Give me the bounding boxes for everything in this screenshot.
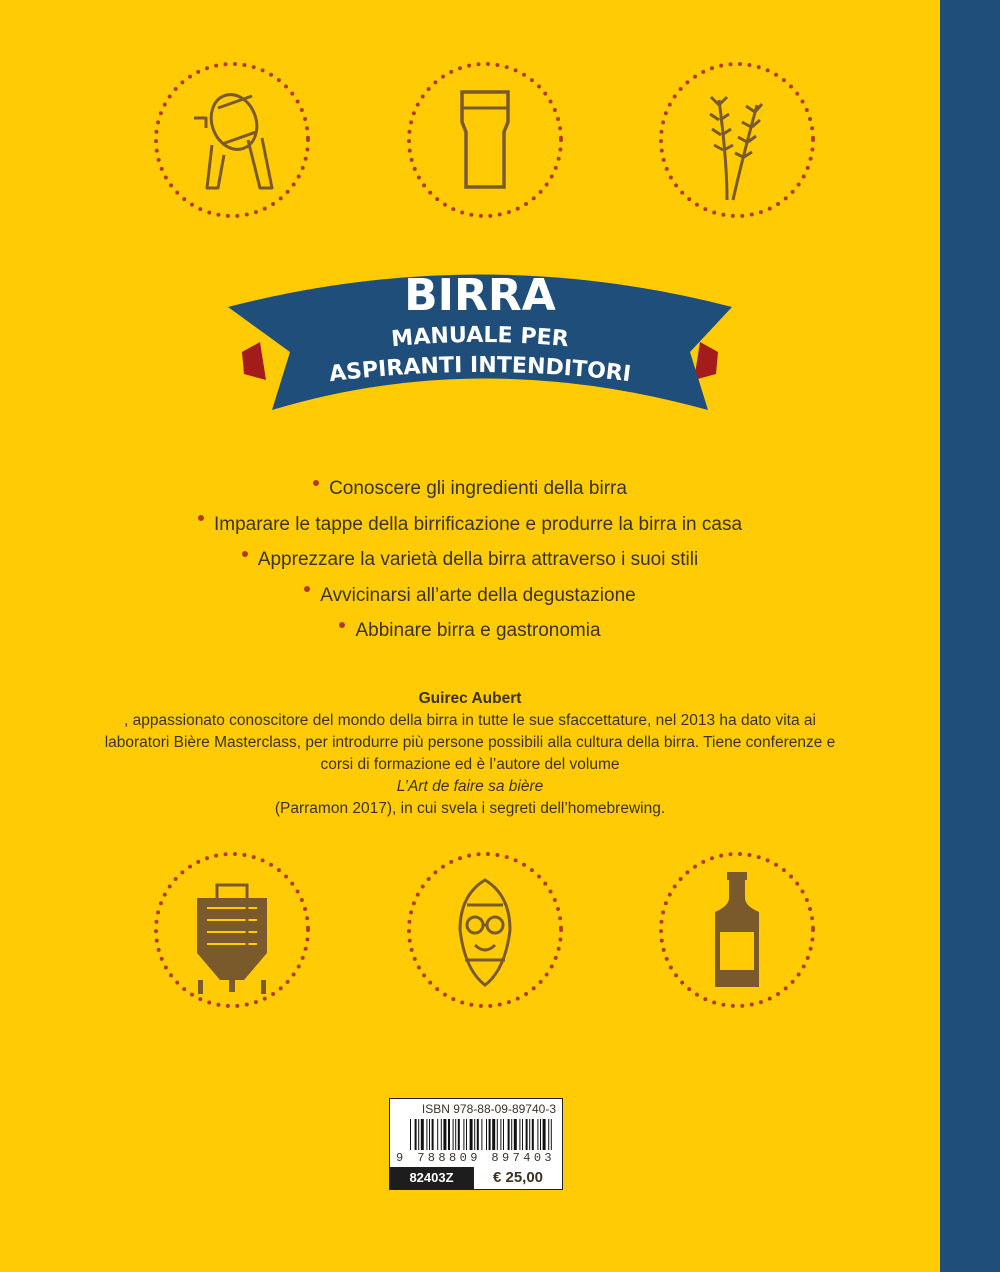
title-banner [220,262,740,422]
barcode-bar [458,1119,460,1150]
barcode-bar [492,1119,495,1150]
list-item: Abbinare birra e gastronomia [0,616,940,652]
barcode-bar [437,1119,438,1150]
svg-text:ASPIRANTI INTENDITORI [328,353,633,387]
barcode-bar [500,1119,501,1150]
barcode-bar [432,1119,434,1150]
barcode-digits: 9 788809 897403 [396,1151,556,1165]
banner-subtitle-1: MANUALE PER [390,322,570,353]
barcode-bar [543,1119,546,1150]
barcode-bars [410,1119,555,1150]
svg-text:MANUALE PER [390,323,569,352]
barcode-bar [548,1119,549,1150]
barcode-bar [537,1119,538,1150]
list-item: Imparare le tappe della birrificazione e produrre la birra in casa [0,510,940,546]
barcode-bar [455,1119,456,1150]
barcode-bar [463,1119,464,1150]
barcode-bar [529,1119,530,1150]
fermenter-icon [152,850,312,1010]
barcode-bar [453,1119,454,1150]
hop-character-icon [405,850,565,1010]
barcode-bar [466,1119,467,1150]
banner-title: BIRRA [404,270,556,321]
barcode-bar [415,1119,417,1150]
barcode-bar [441,1119,442,1150]
barcode-bar [474,1119,475,1150]
barcode-bar [514,1119,517,1150]
barcode-bar [519,1119,520,1150]
product-code: 82403Z [390,1167,473,1189]
barcode-bar [410,1119,411,1150]
barrel-icon [152,60,312,220]
barcode-bar [421,1119,424,1150]
barcode-bar [551,1119,552,1150]
book-title: L’Art de faire sa bière [396,778,544,795]
feature-list [0,474,940,652]
barcode-box [389,1098,563,1190]
barcode-bar [448,1119,450,1150]
barcode-bar [526,1119,528,1150]
isbn-text: ISBN 978-88-09-89740-3 [421,1102,556,1116]
barcode-bar [522,1119,523,1150]
beer-glass-icon [405,60,565,220]
book-spine [940,0,1000,1272]
author-bio [90,688,850,820]
barcode-bar [418,1119,419,1150]
author-name: Guirec Aubert [418,690,522,707]
list-item: Avvicinarsi all’arte della degustazione [0,581,940,617]
barcode-bar [429,1119,430,1150]
barcode-bar [443,1119,446,1150]
barcode-bar [508,1119,510,1150]
barcode-bar [497,1119,498,1150]
bio-text-2: (Parramon 2017), in cui svela i segreti dell’homebrewing. [274,800,666,817]
wheat-icon [657,60,817,220]
barcode-bar [481,1119,482,1150]
barcode-bar [532,1119,534,1150]
barcode-bar [540,1119,541,1150]
barcode-bar [511,1119,512,1150]
barcode-bar [426,1119,427,1150]
barcode-bar [489,1119,491,1150]
barcode-bar [477,1119,479,1150]
barcode-bar [470,1119,473,1150]
list-item: Conoscere gli ingredienti della birra [0,474,940,510]
barcode-bar [486,1119,487,1150]
bio-text-1: , appassionato conoscitore del mondo della birra in tutte le sue sfaccettature, nel 2013 ha dato vita ai laboratori Bière Masterclass, per introdurre più persone possibili alla cultura della birra. Tiene conferenze e corsi di formazione ed è l’autore del volume [104,712,836,773]
list-item: Apprezzare la varietà della birra attraverso i suoi stili [0,545,940,581]
banner-subtitle-2: ASPIRANTI INTENDITORI [327,352,633,388]
barcode-bar [503,1119,504,1150]
beer-bottle-icon [657,850,817,1010]
price: € 25,00 [473,1167,562,1189]
